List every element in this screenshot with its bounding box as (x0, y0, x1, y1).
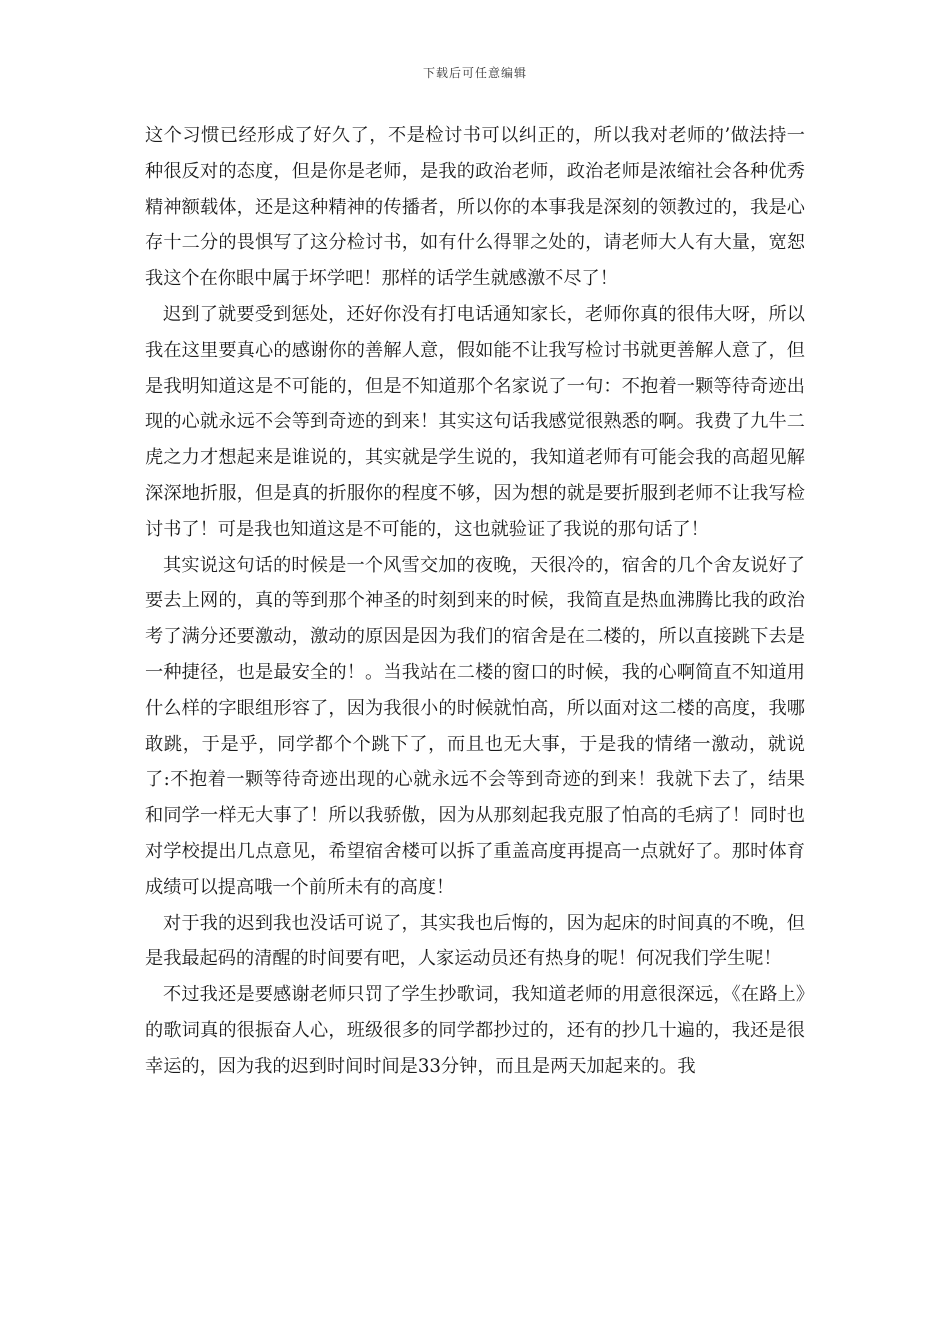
document-body (145, 118, 805, 1085)
paragraph-4: 对于我的迟到我也没话可说了，其实我也后悔的，因为起床的时间真的不晚，但是我最起码的清醒的时间要有吧，人家运动员还有热身的呢！何况我们学生呢！ (145, 912, 805, 970)
paragraph-3: 其实说这句话的时候是一个风雪交加的夜晚，天很冷的，宿舍的几个舍友说好了要去上网的，真的等到那个神圣的时刻到来的时候，我简直是热血沸腾比我的政治考了满分还要激动，激动的原因是因为我们的宿舍是在二楼的，所以直接跳下去是一种捷径，也是最安全的！。当我站在二楼的窗口的时候，我的心啊简直不知道用什么样的字眼组形容了，因为我很小的时候就怕高，所以面对这二楼的高度，我哪敢跳，于是乎，同学都个个跳下了，而且也无大事，于是我的情绪一激动，就说了:不抱着一颗等待奇迹出现的心就永远不会等到奇迹的到来！我就下去了，结果和同学一样无大事了！所以我骄傲，因为从那刻起我克服了怕高的毛病了！同时也对学校提出几点意见，希望宿舍楼可以拆了重盖高度再提高一点就好了。那时体育成绩可以提高哦一个前所未有的高度！ (145, 554, 805, 898)
paragraph-1: 这个习惯已经形成了好久了，不是检讨书可以纠正的，所以我对老师的’做法持一种很反对的态度，但是你是老师，是我的政治老师，政治老师是浓缩社会各种优秀精神额载体，还是这种精神的传播者，所以你的本事我是深刻的领教过的，我是心存十二分的畏惧写了这分检讨书，如有什么得罪之处的，请老师大人有大量，宽恕我这个在你眼中属于坏学吧！那样的话学生就感激不尽了！ (145, 125, 805, 290)
paragraph-2: 迟到了就要受到惩处，还好你没有打电话通知家长，老师你真的很伟大呀，所以我在这里要真心的感谢你的善解人意，假如能不让我写检讨书就更善解人意了，但是我明知道这是不可能的，但是不知道那个名家说了一句：不抱着一颗等待奇迹出现的心就永远不会等到奇迹的到来！其实这句话我感觉很熟悉的啊。我费了九牛二虎之力才想起来是谁说的，其实就是学生说的，我知道老师有可能会我的高超见解深深地折服，但是真的折服你的程度不够，因为想的就是要折服到老师不让我写检讨书了！可是我也知道这是不可能的，这也就验证了我说的那句话了！ (145, 303, 805, 540)
paragraph-5: 不过我还是要感谢老师只罚了学生抄歌词，我知道老师的用意很深远，《在路上》的歌词真的很振奋人心，班级很多的同学都抄过的，还有的抄几十遍的，我还是很幸运的，因为我的迟到时间时间是33分钟，而且是两天加起来的。我 (145, 984, 805, 1077)
page-header: 下载后可任意编辑 (422, 66, 527, 80)
